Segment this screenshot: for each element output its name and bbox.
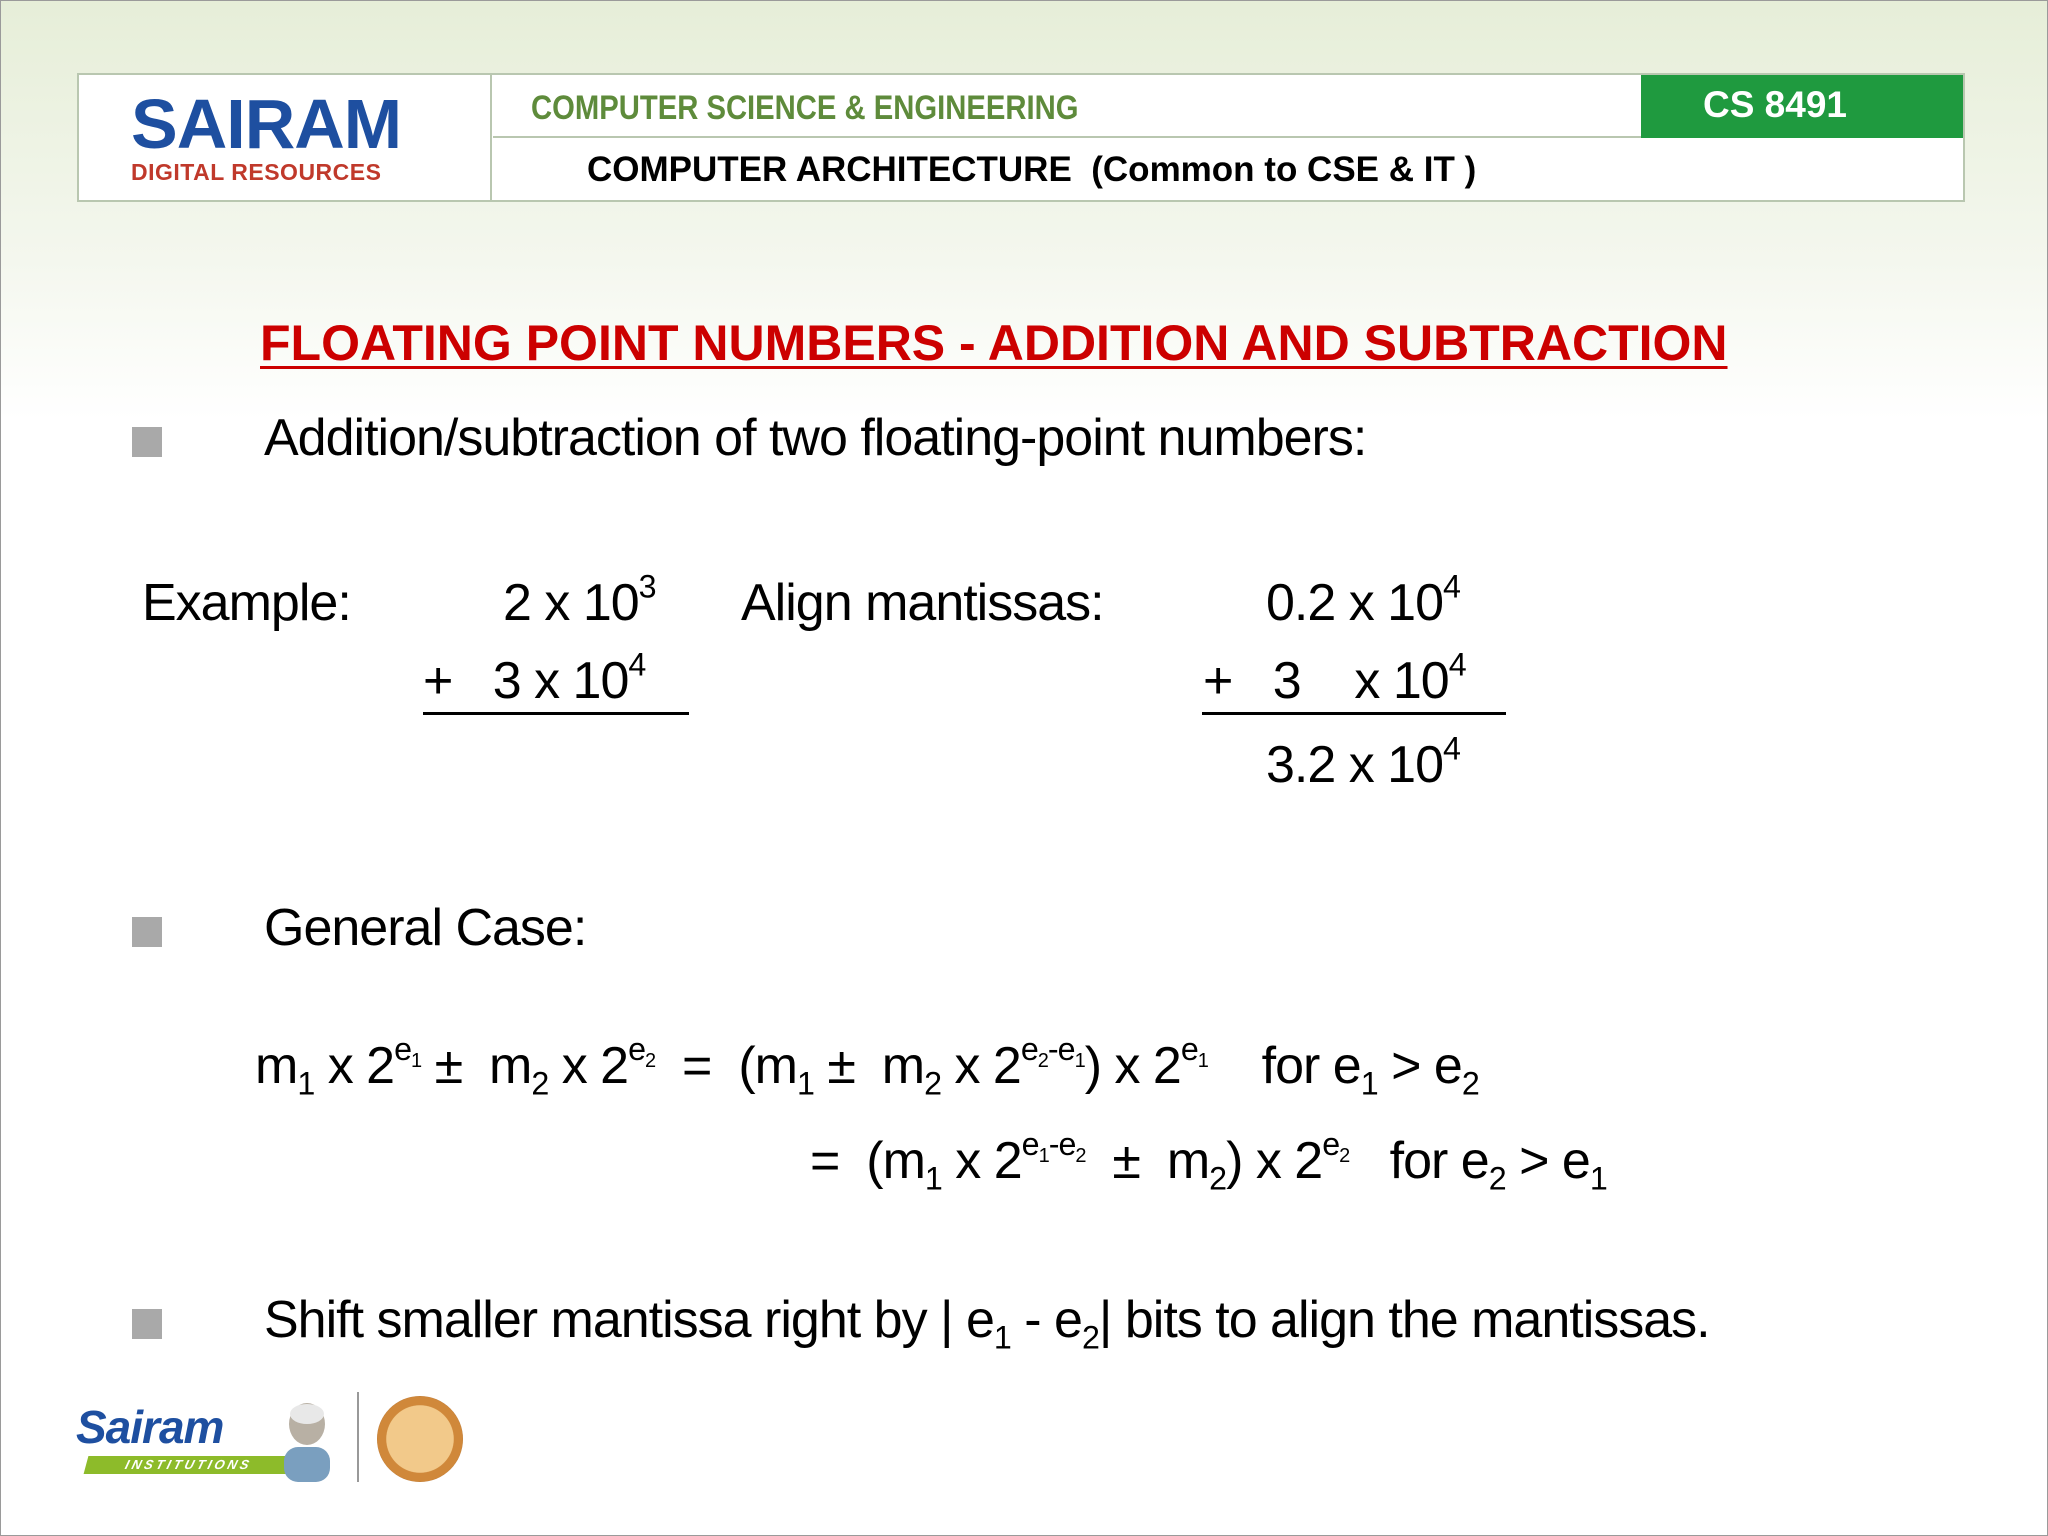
logo-main-text: SAIRAM (131, 85, 402, 163)
bullet-text-3: Shift smaller mantissa right by | $e_1 - e_2|$ bits to align the mantissas. (264, 1291, 1710, 1356)
seal-icon (377, 1396, 463, 1482)
bullet-text-2: General Case: (264, 899, 587, 957)
logo-sub-text: DIGITAL RESOURCES (131, 159, 382, 185)
bullet-text-1: Addition/subtraction of two floating-point numbers: (264, 409, 1367, 467)
footer-divider (357, 1392, 359, 1482)
bullet-square-icon (132, 917, 162, 947)
formula-line-1: $m_1$ x $2^{e_1} \pm m_2$ x $2^{e_2} = (m_1 \pm m_2$ x $2^{e_2-e_1}$) x $2^{e_1}$ for $e_1 > e_2$ (255, 1031, 1479, 1102)
aligned-result: 3.2 x $10^4$ (1266, 730, 1460, 794)
aligned-sum-line (1202, 712, 1506, 715)
course-title: COMPUTER ARCHITECTURE (Common to CSE & IT ) (587, 150, 1477, 189)
department-cell (493, 75, 1719, 138)
example-row-2: + 3 x $10^4$ (423, 646, 646, 710)
example-label: Example: (142, 574, 351, 632)
formula-line-2: = ($m_1$ x $2^{e_1-e_2} \pm m_2$) x $2^{e_2}$ for $e_2 > e_1$ (810, 1126, 1607, 1197)
slide-header (77, 73, 1965, 202)
founder-portrait-icon (272, 1392, 342, 1482)
sairam-logo (79, 75, 492, 200)
example-sum-line (423, 712, 689, 715)
footer-logo-bar: INSTITUTIONS (84, 1456, 294, 1474)
slide-title: FLOATING POINT NUMBERS - ADDITION AND SUBTRACTION (260, 315, 1728, 371)
department-name: COMPUTER SCIENCE & ENGINEERING (531, 89, 1079, 127)
aligned-row-2: + 3 x $10^4$ (1203, 646, 1466, 710)
align-label: Align mantissas: (741, 574, 1104, 632)
footer-logo (72, 1392, 352, 1492)
footer-logo-text: Sairam (76, 1401, 224, 1453)
bullet-square-icon (132, 1309, 162, 1339)
bullet-square-icon (132, 427, 162, 457)
course-code: CS 8491 (1641, 75, 1963, 138)
example-row-1: 2 x $10^3$ (503, 568, 656, 632)
aligned-row-1: 0.2 x $10^4$ (1266, 568, 1460, 632)
course-title-cell (493, 138, 1963, 200)
